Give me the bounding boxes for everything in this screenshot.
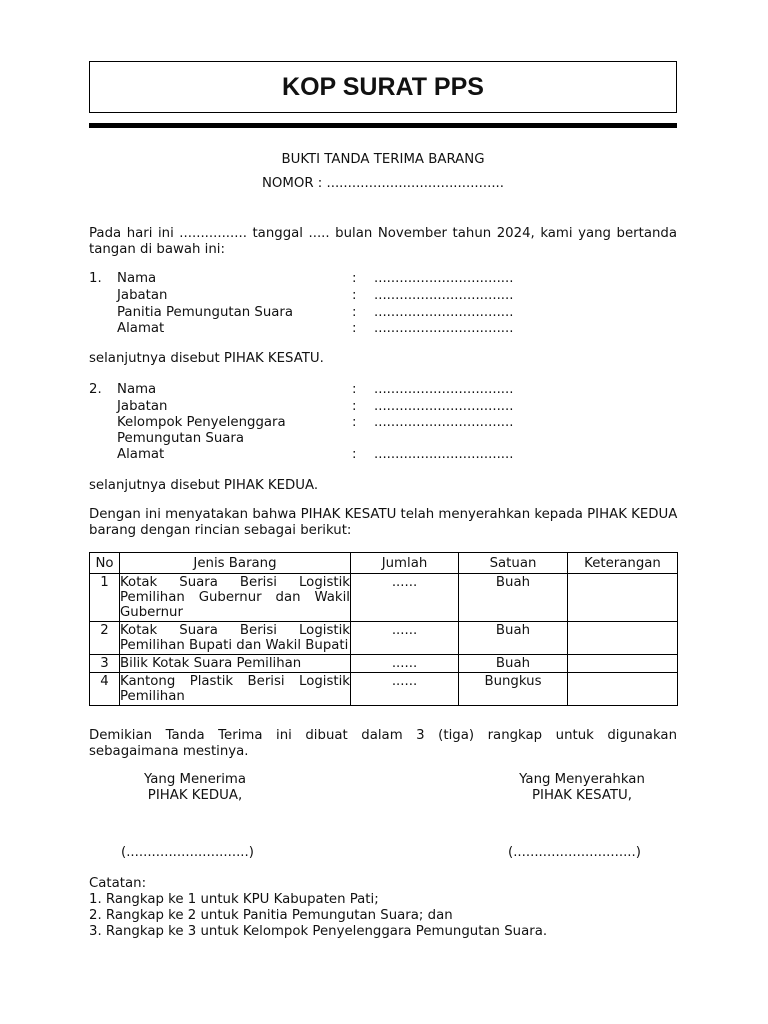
party2-colon: : (352, 447, 357, 462)
cell-no: 1 (90, 574, 120, 622)
cell-satuan: Buah (459, 655, 568, 673)
closing-paragraph: Demikian Tanda Terima ini dibuat dalam 3 (tiga) rangkap untuk digunakan sebagaimana mestinya. (89, 728, 677, 759)
cell-keterangan (568, 622, 678, 655)
party1-label-alamat: Alamat (117, 321, 165, 336)
table-row (90, 673, 678, 706)
letterhead-title: KOP SURAT PPS (282, 72, 484, 101)
statement-paragraph: Dengan ini menyatakan bahwa PIHAK KESATU telah menyerahkan kepada PIHAK KEDUA barang dengan rincian sebagai berikut: (89, 507, 678, 538)
table-header-row (90, 553, 678, 574)
cell-jenis: Kotak Suara Berisi Logistik Pemilihan Bupati dan Wakil Bupati (120, 623, 350, 653)
party2-label-nama: Nama (117, 382, 157, 397)
party1-colon: : (352, 288, 357, 303)
header-jumlah: Jumlah (351, 553, 459, 574)
header-jenis-barang: Jenis Barang (120, 553, 351, 574)
party1-colon: : (352, 271, 357, 286)
cell-jenis: Bilik Kotak Suara Pemilihan (120, 655, 351, 673)
cell-jumlah: ...... (351, 622, 459, 655)
table-row (90, 655, 678, 673)
party1-value-jabatan: ................................. (374, 288, 514, 303)
sign-right-party: PIHAK KESATU, (532, 788, 632, 803)
table-row (90, 574, 678, 622)
party2-number: 2. (89, 382, 102, 397)
party2-colon: : (352, 415, 357, 430)
sign-right-blank: (.............................) (508, 845, 641, 860)
party1-colon: : (352, 321, 357, 336)
header-keterangan: Keterangan (568, 553, 678, 574)
notes-item: 2. Rangkap ke 2 untuk Panitia Pemungutan Suara; dan (89, 908, 453, 923)
party2-label-alamat: Alamat (117, 447, 165, 462)
items-table (89, 552, 678, 706)
cell-keterangan (568, 655, 678, 673)
cell-satuan: Bungkus (459, 673, 568, 706)
header-no: No (90, 553, 120, 574)
cell-satuan: Buah (459, 574, 568, 622)
party1-designation: selanjutnya disebut PIHAK KESATU. (89, 351, 324, 366)
party2-colon: : (352, 382, 357, 397)
cell-jenis: Kotak Suara Berisi Logistik Pemilihan Gubernur dan Wakil Gubernur (120, 575, 350, 620)
party2-value-nama: ................................. (374, 382, 514, 397)
cell-no: 3 (90, 655, 120, 673)
party2-label-kelompok: Kelompok Penyelenggara Pemungutan Suara (117, 415, 286, 446)
party1-number: 1. (89, 271, 102, 286)
table-row (90, 622, 678, 655)
party1-value-alamat: ................................. (374, 321, 514, 336)
party2-label-jabatan: Jabatan (117, 399, 168, 414)
intro-paragraph: Pada hari ini ................ tanggal ..... bulan November tahun 2024, kami yang bertanda tangan di bawah ini: (89, 226, 677, 257)
party1-value-nama: ................................. (374, 271, 514, 286)
sign-right-role: Yang Menyerahkan (519, 772, 645, 787)
cell-keterangan (568, 574, 678, 622)
letterhead-box (89, 61, 677, 113)
cell-keterangan (568, 673, 678, 706)
letterhead-rule (89, 123, 677, 128)
notes-heading: Catatan: (89, 876, 147, 891)
notes-item: 3. Rangkap ke 3 untuk Kelompok Penyelenggara Pemungutan Suara. (89, 924, 548, 939)
party2-designation: selanjutnya disebut PIHAK KEDUA. (89, 478, 319, 493)
header-satuan: Satuan (459, 553, 568, 574)
cell-jenis: Kantong Plastik Berisi Logistik Pemilihan (120, 674, 350, 704)
document-number: NOMOR : .......................................... (261, 176, 505, 191)
party2-colon: : (352, 399, 357, 414)
sign-left-blank: (.............................) (121, 845, 254, 860)
cell-jumlah: ...... (351, 655, 459, 673)
sign-left-role: Yang Menerima (143, 772, 247, 787)
sign-left-party: PIHAK KEDUA, (147, 788, 243, 803)
party1-value-panitia: ................................. (374, 305, 514, 320)
cell-satuan: Buah (459, 622, 568, 655)
cell-jumlah: ...... (351, 574, 459, 622)
party1-label-jabatan: Jabatan (117, 288, 168, 303)
party2-value-jabatan: ................................. (374, 399, 514, 414)
party1-label-nama: Nama (117, 271, 157, 286)
notes-item: 1. Rangkap ke 1 untuk KPU Kabupaten Pati; (89, 892, 379, 907)
party2-value-kelompok: ................................. (374, 415, 514, 430)
party2-value-alamat: ................................. (374, 447, 514, 462)
document-title: BUKTI TANDA TERIMA BARANG (281, 152, 485, 167)
cell-no: 4 (90, 673, 120, 706)
cell-no: 2 (90, 622, 120, 655)
cell-jumlah: ...... (351, 673, 459, 706)
party1-colon: : (352, 305, 357, 320)
party1-label-panitia: Panitia Pemungutan Suara (117, 305, 294, 320)
